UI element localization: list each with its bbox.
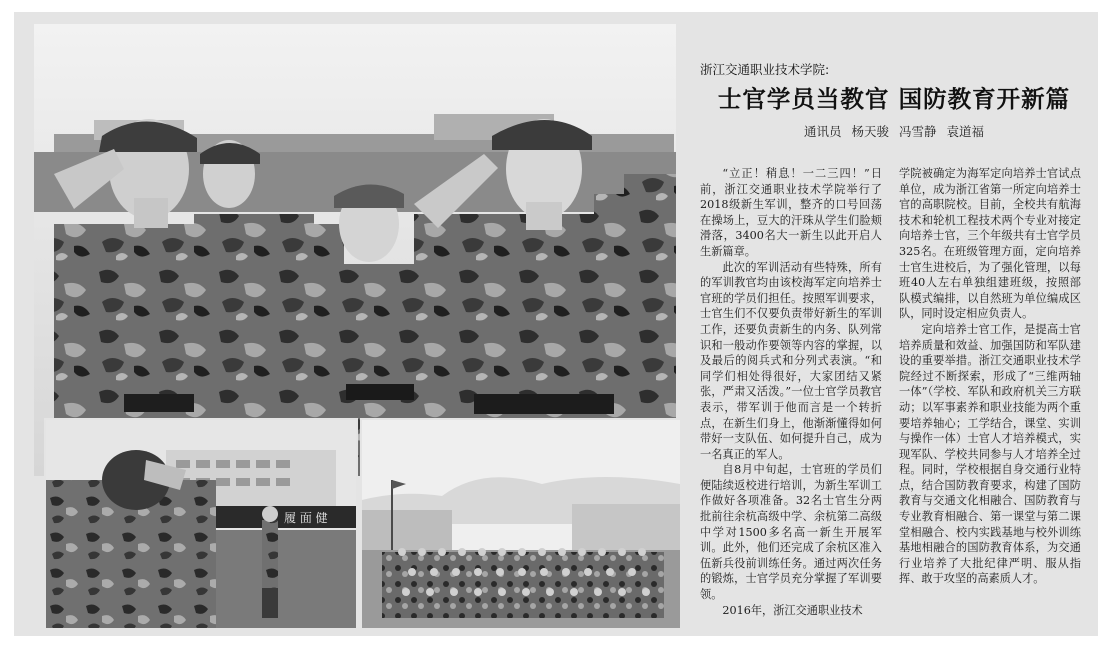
- article-byline: 通讯员 杨天骏 冯雪静 袁道福: [804, 124, 984, 139]
- article-paragraph-continued: 学院被确定为海军定向培养士官试点单位，成为浙江省第一所定向培养士官的高职院校。目前，全校共有航海技术和轮机工程技术两个专业对接定向培养士官，三个年级共有士官学员325名。在班级管理方面，定向培养士官生进校后，为了强化管理，以每班40人左右单独组建班级，按照部队模式编排，以自然班为单位编成区队，同时设定相应负责人。: [899, 167, 1081, 321]
- main-photo-image: [34, 24, 676, 476]
- salute-photo-image: [46, 420, 356, 628]
- group-formation-photo: [360, 418, 682, 630]
- article-paragraph: 定向培养士官工作，是提高士官培养质量和效益、加强国防和军队建设的重要举措。浙江交通职业技术学院经过不断探索，形成了“三维两轴一体”（学校、军队和政府机关三方联动；以军事素养和职业技能为两个重要培养轴心；工学结合，课堂、实训与操作一体）士官人才培养模式，实现军队、学校共同参与人才培养全过程。同时，学校根据自身交通行业特点，结合国防教育要求，构建了国防教育与交通文化相融合、国防教育与专业教育相融合、第一课堂与第二课堂相融合、校内实践基地与校外训练基地相融合的国防教育体系，为交通行业培养了大批纪律严明、服从指挥、敢于攻坚的高素质人才。: [899, 322, 1081, 586]
- newspaper-page: [14, 12, 1098, 636]
- group-photo-image: [362, 420, 680, 628]
- article-headline: 士官学员当教官 国防教育开新篇: [717, 85, 1071, 113]
- article-kicker: 浙江交通职业技术学院:: [700, 62, 830, 77]
- article-paragraph: 自8月中旬起，士官班的学员们便陆续返校进行培训，为新生军训工作做好各项准备。32名士官生分两批前往余杭高级中学、余杭第二高级中学对1500多名高一新生开展军训。此外，他们还完成了余杭区准入伍新兵役前训练任务。通过两次任务的锻炼，士官学员充分掌握了军训要领。: [700, 463, 882, 602]
- article-paragraph: “立正！稍息！一二三四！”日前，浙江交通职业技术学院举行了2018级新生军训，整齐的口号回荡在操场上，豆大的汗珠从学生们脸颊滑落，3400名大一新生以此开启人生新篇章。: [700, 167, 882, 258]
- article-column-right: [899, 166, 1081, 587]
- article-paragraph: 2016年，浙江交通职业技术: [722, 603, 863, 617]
- article-paragraph: 此次的军训活动有些特殊，所有的军训教官均由该校海军定向培养士官班的学员们担任。按照军训要求，士官生们不仅要负责带好新生的军训工作，还要负责新生的内务、队列常识和一般动作要领等内容的掌握，以及最后的阅兵式和分列式表演。“和同学们相处得很好，大家团结又紧张，严肃又活泼。”一位士官学员教官表示，带军训于他而言是一个转折点，在新生们身上，他渐渐懂得如何带好一支队伍、如何提升自己，成为一名真正的军人。: [700, 260, 882, 461]
- main-photo-soldiers-saluting: [34, 24, 676, 476]
- sign-text: 履 面 健: [284, 511, 328, 525]
- article-column-left: [700, 166, 882, 618]
- salute-photo: [44, 418, 358, 630]
